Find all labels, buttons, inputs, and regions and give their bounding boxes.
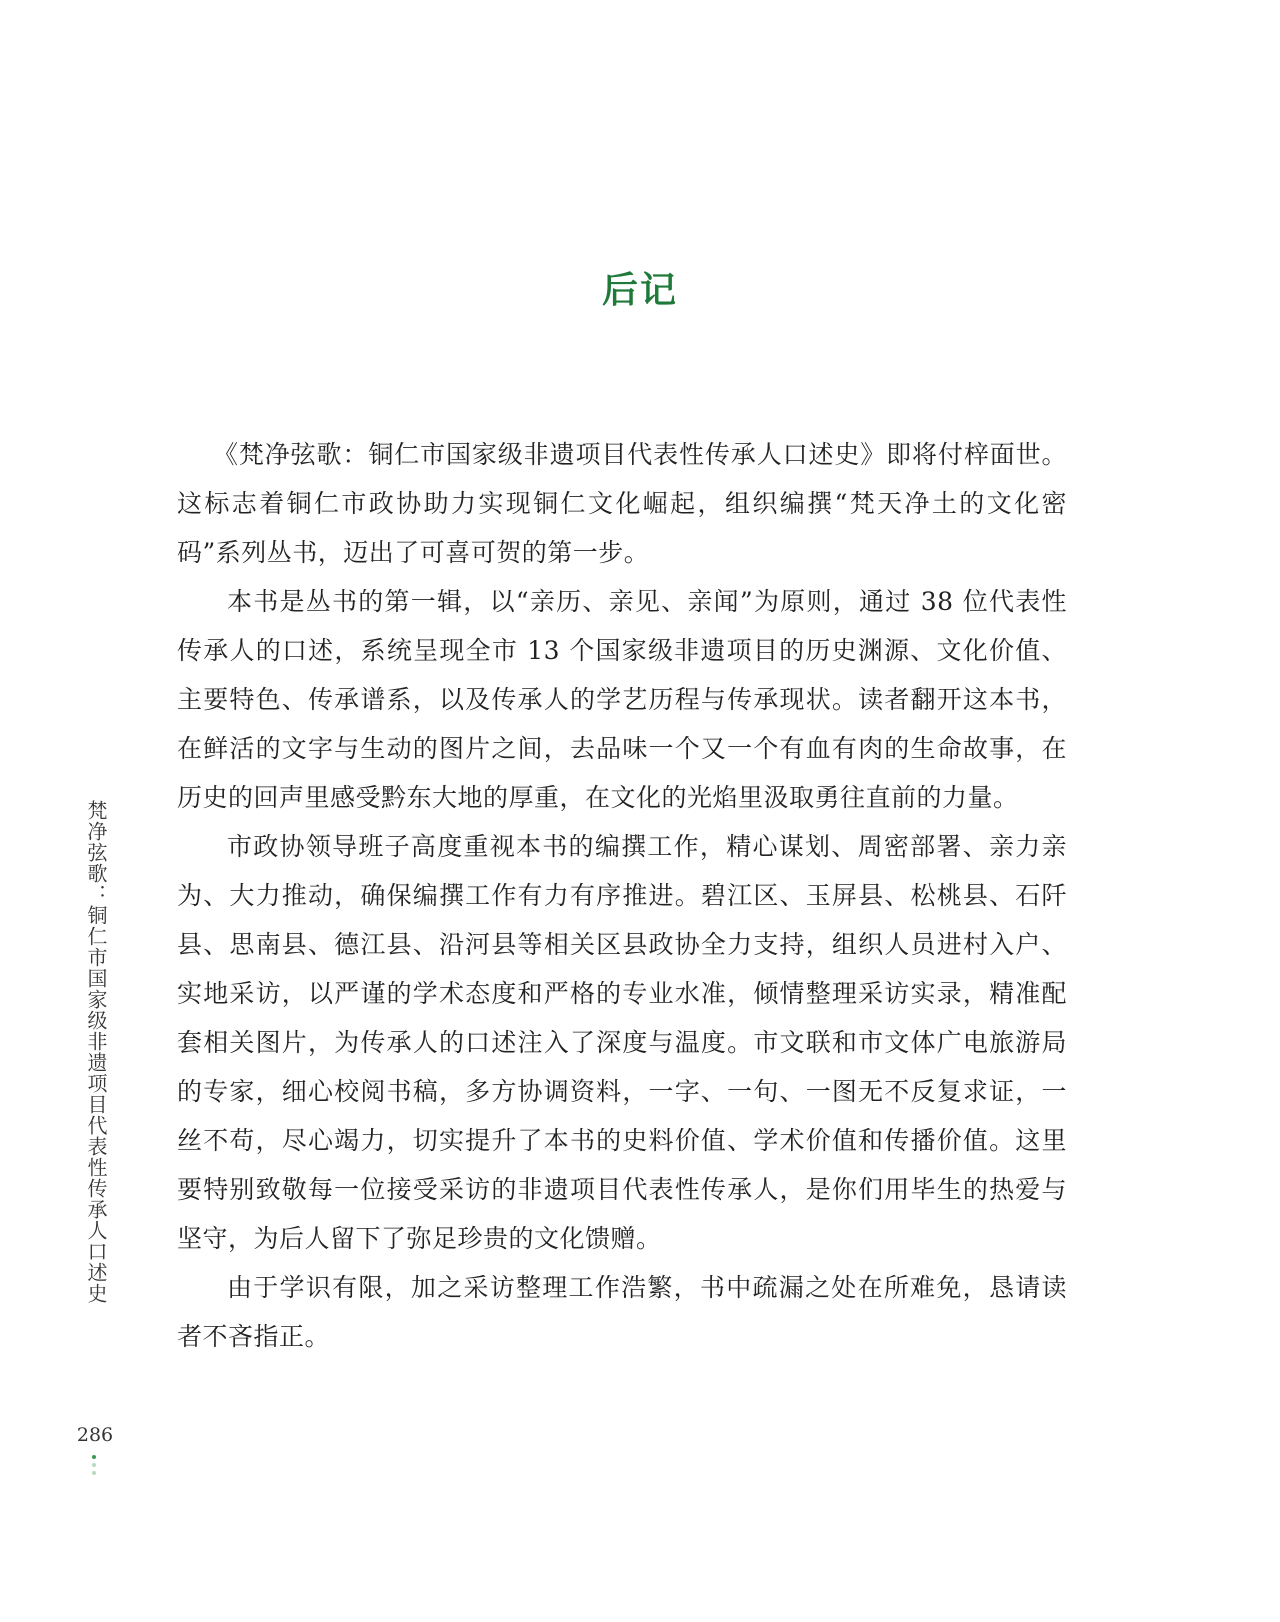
paragraph-2: 本书是丛书的第一辑，以“亲历、亲见、亲闻”为原则，通过 38 位代表性传承人的口述，系统呈现全市 13 个国家级非遗项目的历史渊源、文化价值、主要特色、传承谱系，以及传承人的学艺历程与传承现状。读者翻开这本书，在鲜活的文字与生动的图片之间，去品味一个又一个有血有肉的生命故事，在历史的回声里感受黔东大地的厚重，在文化的光焰里汲取勇往直前的力量。 xyxy=(177,587,1067,812)
page-ornament-dots xyxy=(91,1455,97,1479)
ornament-dot xyxy=(92,1463,96,1467)
paragraph-4: 由于学识有限，加之采访整理工作浩繁，书中疏漏之处在所难免，恳请读者不吝指正。 xyxy=(177,1273,1067,1351)
paragraph-3: 市政协领导班子高度重视本书的编撰工作，精心谋划、周密部署、亲力亲为、大力推动，确保编撰工作有力有序推进。碧江区、玉屏县、松桃县、石阡县、思南县、德江县、沿河县等相关区县政协全力支持，组织人员进村入户、实地采访，以严谨的学术态度和严格的专业水准，倾情整理采访实录，精准配套相关图片，为传承人的口述注入了深度与温度。市文联和市文体广电旅游局的专家，细心校阅书稿，多方协调资料，一字、一句、一图无不反复求证，一丝不苟，尽心竭力，切实提升了本书的史料价值、学术价值和传播价值。这里要特别致敬每一位接受采访的非遗项目代表性传承人，是你们用毕生的热爱与坚守，为后人留下了弥足珍贵的文化馈赠。 xyxy=(177,832,1067,1253)
ornament-dot xyxy=(92,1455,96,1459)
paragraph-1: 《梵净弦歌：铜仁市国家级非遗项目代表性传承人口述史》即将付梓面世。这标志着铜仁市政协助力实现铜仁文化崛起，组织编撰“梵天净土的文化密码”系列丛书，迈出了可喜可贺的第一步。 xyxy=(177,440,1067,567)
ornament-dot xyxy=(92,1471,96,1475)
page-title: 后记 xyxy=(601,269,678,311)
running-head: 梵净弦歌：铜仁市国家级非遗项目代表性传承人口述史 xyxy=(84,800,108,1304)
page-number: 286 xyxy=(76,1424,114,1446)
body-text xyxy=(177,430,1067,1361)
